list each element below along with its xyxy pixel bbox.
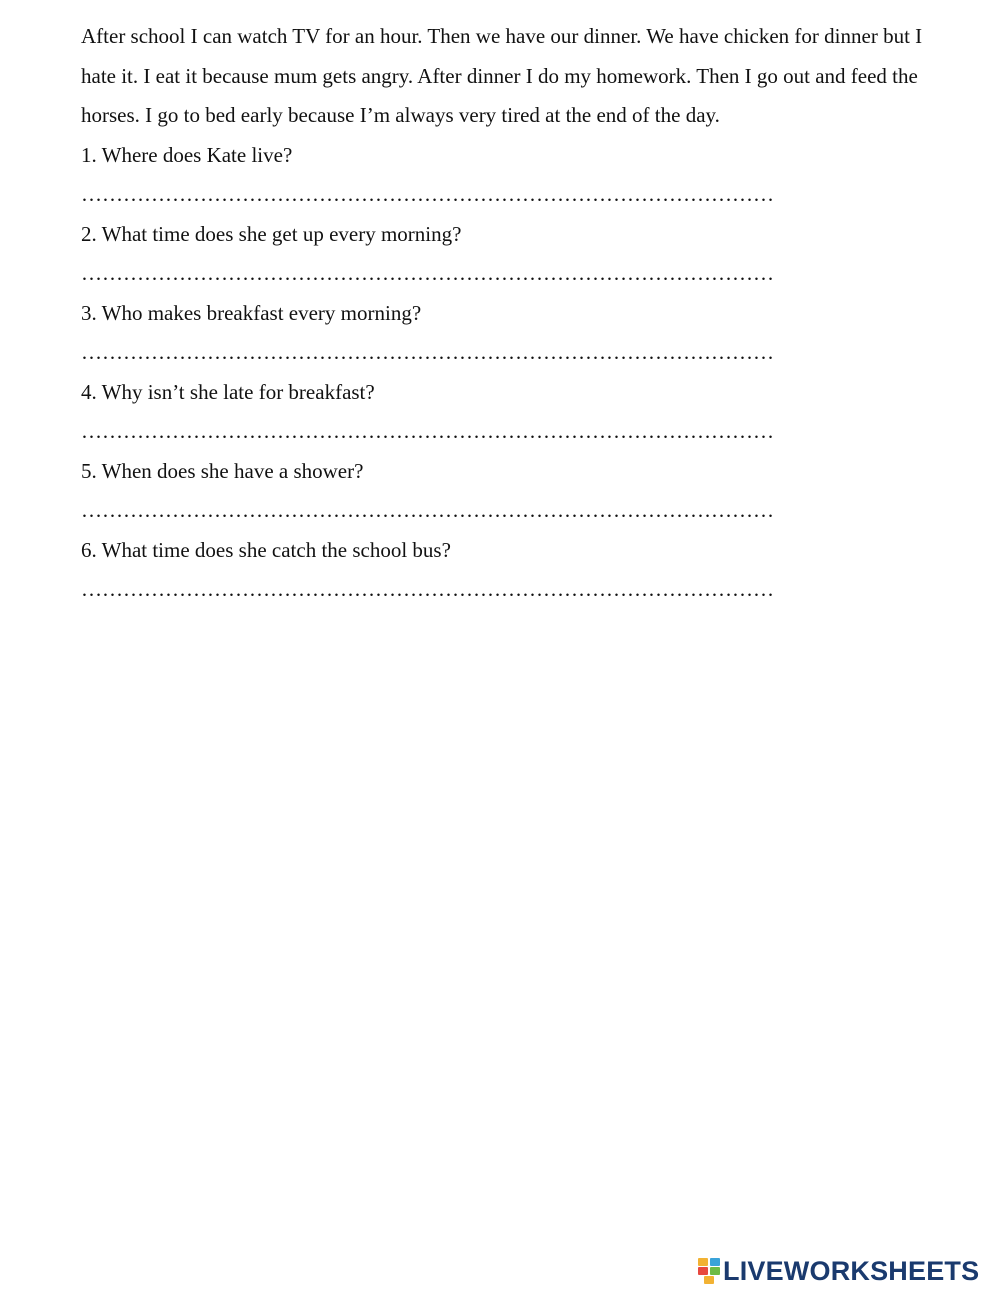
answer-line[interactable]: ……………………………………………………………………………………… <box>81 498 774 522</box>
liveworksheets-logo-icon <box>698 1258 720 1284</box>
question-item <box>81 531 931 610</box>
question-item <box>81 215 931 294</box>
question-label: 1. Where does Kate live? <box>81 142 293 167</box>
question-list <box>81 136 931 610</box>
question-item <box>81 373 931 452</box>
answer-line[interactable]: ……………………………………………………………………………………… <box>81 577 774 601</box>
question-label: 6. What time does she catch the school bus? <box>81 537 451 562</box>
reading-passage: After school I can watch TV for an hour. Then we have our dinner. We have chicken for dinner but I hate it. I eat it because mum gets angry. After dinner I do my homework. Then I go out and feed the horses. I go to bed early because I’m always very tired at the end of the day. <box>81 24 923 127</box>
question-item <box>81 452 931 531</box>
question-label: 2. What time does she get up every morning? <box>81 221 462 246</box>
liveworksheets-brand <box>698 1254 979 1288</box>
question-label: 4. Why isn’t she late for breakfast? <box>81 379 375 404</box>
question-item <box>81 294 931 373</box>
answer-line[interactable]: ……………………………………………………………………………………… <box>81 340 774 364</box>
question-label: 3. Who makes breakfast every morning? <box>81 300 422 325</box>
worksheet-content <box>81 17 931 610</box>
answer-line[interactable]: ……………………………………………………………………………………… <box>81 261 774 285</box>
question-label: 5. When does she have a shower? <box>81 458 364 483</box>
answer-line[interactable]: ……………………………………………………………………………………… <box>81 419 774 443</box>
brand-name: LIVEWORKSHEETS <box>723 1256 980 1286</box>
answer-line[interactable]: ……………………………………………………………………………………… <box>81 182 774 206</box>
question-item <box>81 136 931 215</box>
